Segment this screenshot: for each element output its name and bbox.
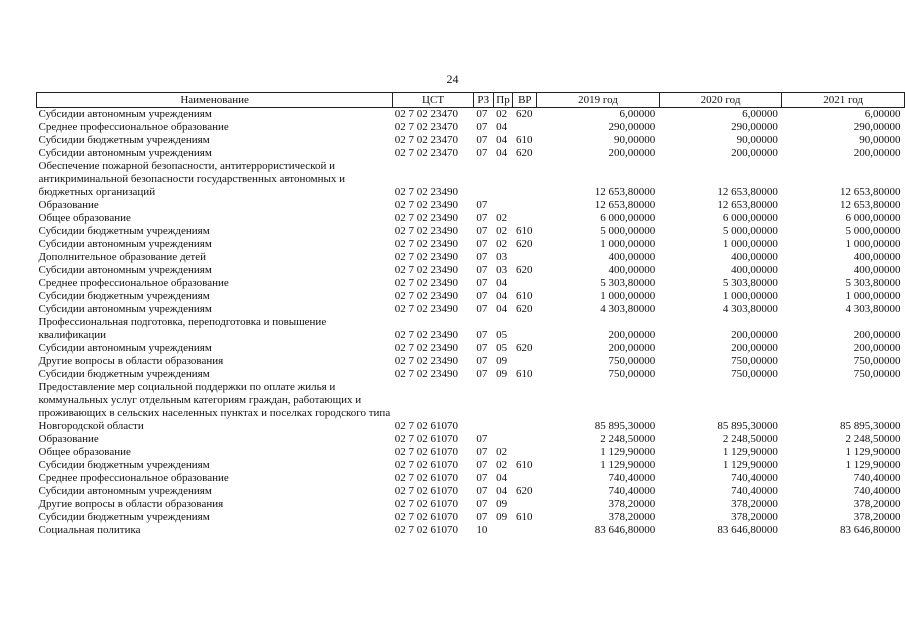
- cell-2021: 90,00000: [859, 134, 901, 146]
- cell-name: Образование: [38, 199, 99, 211]
- cell-2020: 12 653,80000: [717, 186, 778, 198]
- cell-2020: 200,00000: [731, 147, 778, 159]
- cell-name: Субсидии автономным учреждениям: [38, 303, 212, 315]
- cell-2019: 85 895,30000: [594, 420, 656, 432]
- cell-cst: 02 7 02 23490: [394, 303, 458, 315]
- table-row: [37, 381, 905, 433]
- budget-table: [36, 92, 905, 537]
- cell-vr: [513, 277, 537, 290]
- cell-vr: [513, 472, 537, 485]
- table-row: [37, 485, 905, 498]
- cell-2019: 400,00000: [608, 251, 656, 263]
- cell-rz: 07: [476, 277, 488, 289]
- cell-rz: 07: [476, 459, 488, 471]
- cell-2019: 6,00000: [619, 108, 656, 120]
- cell-2019: 5 000,00000: [600, 225, 656, 237]
- cell-2020: 200,00000: [731, 342, 778, 354]
- cell-2019: 750,00000: [608, 368, 656, 380]
- table-row: [37, 212, 905, 225]
- cell-rz: 07: [476, 472, 488, 484]
- cell-rz: 07: [476, 290, 488, 302]
- cell-pr: 05: [496, 329, 508, 341]
- table-row: [37, 251, 905, 264]
- cell-2021: 750,00000: [853, 368, 901, 380]
- cell-name: Субсидии бюджетным учреждениям: [38, 511, 210, 523]
- cell-rz: 07: [476, 251, 488, 263]
- cell-2021: 740,40000: [853, 472, 901, 484]
- cell-2021: 400,00000: [853, 264, 901, 276]
- cell-cst: 02 7 02 23490: [394, 277, 458, 289]
- cell-rz: 07: [476, 355, 488, 367]
- cell-vr: [513, 212, 537, 225]
- cell-rz: 07: [476, 498, 488, 510]
- cell-2021: 378,20000: [853, 498, 901, 510]
- cell-2021: 200,00000: [853, 342, 901, 354]
- cell-vr: 610: [515, 290, 533, 302]
- table-row: [37, 342, 905, 355]
- table-row: [37, 355, 905, 368]
- cell-2019: 90,00000: [614, 134, 656, 146]
- table-row: [37, 121, 905, 134]
- cell-pr: 02: [496, 225, 508, 237]
- cell-name: Среднее профессиональное образование: [38, 121, 229, 133]
- cell-rz: 07: [476, 121, 488, 133]
- cell-2020: 378,20000: [731, 511, 778, 523]
- cell-vr: 620: [515, 485, 533, 497]
- cell-vr: [513, 498, 537, 511]
- table-row: [37, 108, 905, 122]
- cell-2020: 400,00000: [731, 264, 778, 276]
- cell-cst: 02 7 02 23490: [394, 225, 458, 237]
- cell-pr: 04: [496, 134, 508, 146]
- cell-2021: 400,00000: [853, 251, 901, 263]
- cell-cst: 02 7 02 23490: [394, 212, 458, 224]
- cell-pr: 09: [496, 355, 508, 367]
- cell-vr: [513, 446, 537, 459]
- cell-2020: 750,00000: [731, 368, 778, 380]
- cell-2019: 750,00000: [608, 355, 656, 367]
- cell-pr: 02: [496, 459, 508, 471]
- cell-2019: 6 000,00000: [600, 212, 656, 224]
- cell-vr: 620: [515, 264, 533, 276]
- cell-rz: [473, 160, 493, 199]
- cell-cst: 02 7 02 23470: [394, 147, 458, 159]
- cell-2020: 6 000,00000: [722, 212, 778, 224]
- cell-cst: 02 7 02 23490: [394, 251, 458, 263]
- table-row: [37, 199, 905, 212]
- cell-vr: 620: [515, 238, 533, 250]
- cell-vr: 610: [515, 368, 533, 380]
- cell-2020: 1 129,90000: [722, 446, 778, 458]
- cell-name: Субсидии бюджетным учреждениям: [38, 134, 210, 146]
- cell-pr: [493, 381, 513, 433]
- cell-2021: 83 646,80000: [840, 524, 901, 536]
- cell-cst: 02 7 02 61070: [394, 472, 458, 484]
- cell-cst: 02 7 02 23470: [394, 134, 458, 146]
- cell-2021: 200,00000: [853, 147, 901, 159]
- cell-pr: 04: [496, 121, 508, 133]
- cell-2020: 85 895,30000: [717, 420, 778, 432]
- cell-2019: 378,20000: [608, 511, 656, 523]
- cell-name: Образование: [38, 433, 99, 445]
- cell-2020: 378,20000: [731, 498, 778, 510]
- cell-2019: 1 000,00000: [600, 290, 656, 302]
- table-row: [37, 238, 905, 251]
- cell-vr: 620: [515, 342, 533, 354]
- cell-name: Субсидии автономным учреждениям: [38, 485, 212, 497]
- cell-2019: 200,00000: [608, 147, 656, 159]
- cell-cst: 02 7 02 61070: [394, 511, 458, 523]
- table-body: [37, 108, 905, 538]
- header-pr: Пр: [493, 93, 513, 108]
- cell-2020: 290,00000: [731, 121, 778, 133]
- cell-name: Субсидии бюджетным учреждениям: [38, 459, 210, 471]
- cell-rz: 07: [476, 264, 488, 276]
- cell-vr: [513, 199, 537, 212]
- cell-2019: 2 248,50000: [600, 433, 656, 445]
- cell-2020: 740,40000: [731, 472, 778, 484]
- cell-2020: 12 653,80000: [717, 199, 778, 211]
- cell-name: Предоставление мер социальной поддержки по оплате жилья и коммунальных услуг отдельным категориям граждан, работающих и проживающих в сельских населенных пунктах и поселках городского типа Новгородской области: [38, 381, 391, 432]
- cell-2021: 12 653,80000: [840, 186, 901, 198]
- cell-2020: 83 646,80000: [717, 524, 778, 536]
- table-row: [37, 511, 905, 524]
- cell-vr: [513, 524, 537, 537]
- cell-rz: 07: [476, 342, 488, 354]
- cell-pr: 05: [496, 342, 508, 354]
- header-cst: ЦСТ: [393, 93, 474, 108]
- cell-2021: 750,00000: [853, 355, 901, 367]
- cell-2019: 1 129,90000: [600, 459, 656, 471]
- table-row: [37, 225, 905, 238]
- cell-vr: [513, 355, 537, 368]
- table-row: [37, 277, 905, 290]
- cell-2020: 6,00000: [742, 108, 778, 120]
- cell-pr: 02: [496, 446, 508, 458]
- cell-2021: 200,00000: [853, 329, 901, 341]
- cell-pr: [493, 199, 513, 212]
- header-name: Наименование: [37, 93, 393, 108]
- cell-pr: 02: [496, 212, 508, 224]
- cell-name: Субсидии автономным учреждениям: [38, 342, 212, 354]
- cell-name: Субсидии автономным учреждениям: [38, 264, 212, 276]
- cell-2019: 1 000,00000: [600, 238, 656, 250]
- cell-rz: 07: [476, 303, 488, 315]
- cell-pr: 04: [496, 290, 508, 302]
- cell-2019: 378,20000: [608, 498, 656, 510]
- cell-cst: 02 7 02 61070: [394, 524, 458, 536]
- cell-2021: 740,40000: [853, 485, 901, 497]
- cell-pr: 04: [496, 277, 508, 289]
- cell-vr: 620: [515, 108, 533, 120]
- cell-2019: 1 129,90000: [600, 446, 656, 458]
- cell-2020: 2 248,50000: [722, 433, 778, 445]
- cell-cst: 02 7 02 23490: [394, 238, 458, 250]
- cell-cst: 02 7 02 61070: [394, 420, 458, 432]
- cell-pr: 09: [496, 368, 508, 380]
- cell-2020: 1 129,90000: [722, 459, 778, 471]
- cell-vr: [513, 316, 537, 342]
- table-row: [37, 160, 905, 199]
- table-row: [37, 303, 905, 316]
- cell-2020: 4 303,80000: [722, 303, 778, 315]
- cell-pr: [493, 524, 513, 537]
- table-row: [37, 446, 905, 459]
- cell-name: Субсидии бюджетным учреждениям: [38, 290, 210, 302]
- cell-name: Среднее профессиональное образование: [38, 277, 229, 289]
- table-row: [37, 368, 905, 381]
- cell-2021: 85 895,30000: [840, 420, 901, 432]
- cell-2021: 5 000,00000: [845, 225, 901, 237]
- cell-name: Дополнительное образование детей: [38, 251, 207, 263]
- table-row: [37, 459, 905, 472]
- cell-pr: 09: [496, 498, 508, 510]
- table-row: [37, 147, 905, 160]
- cell-2021: 1 129,90000: [845, 459, 901, 471]
- cell-2021: 5 303,80000: [845, 277, 901, 289]
- cell-rz: [473, 381, 493, 433]
- cell-name: Общее образование: [38, 212, 131, 224]
- table-row: [37, 472, 905, 485]
- cell-rz: 07: [476, 147, 488, 159]
- table-header-row: [37, 93, 905, 108]
- cell-cst: 02 7 02 23490: [394, 368, 458, 380]
- cell-name: Социальная политика: [38, 524, 141, 536]
- cell-rz: 07: [476, 199, 488, 211]
- cell-cst: 02 7 02 23490: [394, 355, 458, 367]
- cell-cst: 02 7 02 23490: [394, 329, 458, 341]
- header-vr: ВР: [513, 93, 537, 108]
- cell-2019: 83 646,80000: [594, 524, 656, 536]
- cell-pr: 04: [496, 472, 508, 484]
- cell-vr: [513, 381, 537, 433]
- cell-2021: 1 000,00000: [845, 238, 901, 250]
- header-2019: 2019 год: [537, 93, 660, 108]
- page-number: 24: [446, 72, 459, 86]
- cell-name: Профессиональная подготовка, переподготовка и повышение квалификации: [38, 316, 327, 341]
- cell-2021: 2 248,50000: [845, 433, 901, 445]
- cell-cst: 02 7 02 61070: [394, 498, 458, 510]
- cell-pr: [493, 433, 513, 446]
- cell-cst: 02 7 02 23490: [394, 186, 458, 198]
- cell-rz: 10: [476, 524, 488, 536]
- table-row: [37, 264, 905, 277]
- cell-pr: 02: [496, 108, 508, 120]
- cell-cst: 02 7 02 23470: [394, 108, 458, 120]
- cell-2021: 4 303,80000: [845, 303, 901, 315]
- cell-rz: 07: [476, 134, 488, 146]
- cell-2020: 200,00000: [731, 329, 778, 341]
- cell-2021: 290,00000: [853, 121, 901, 133]
- cell-2019: 200,00000: [608, 342, 656, 354]
- cell-cst: 02 7 02 23470: [394, 121, 458, 133]
- cell-cst: 02 7 02 23490: [394, 342, 458, 354]
- table-row: [37, 433, 905, 446]
- cell-2021: 12 653,80000: [840, 199, 901, 211]
- cell-pr: 09: [496, 511, 508, 523]
- cell-2019: 5 303,80000: [600, 277, 656, 289]
- cell-2021: 6,00000: [864, 108, 901, 120]
- cell-cst: 02 7 02 61070: [394, 485, 458, 497]
- cell-name: Обеспечение пожарной безопасности, антитеррористической и антикриминальной безопасности государственных автономных и бюджетных организаций: [38, 160, 345, 198]
- cell-pr: [493, 160, 513, 199]
- cell-2019: 12 653,80000: [594, 186, 656, 198]
- header-rz: РЗ: [473, 93, 493, 108]
- table-row: [37, 290, 905, 303]
- cell-vr: [513, 160, 537, 199]
- cell-2021: 1 129,90000: [845, 446, 901, 458]
- cell-rz: 07: [476, 238, 488, 250]
- cell-rz: 07: [476, 485, 488, 497]
- cell-cst: 02 7 02 61070: [394, 433, 458, 445]
- cell-2019: 290,00000: [608, 121, 656, 133]
- cell-name: Субсидии автономным учреждениям: [38, 238, 212, 250]
- cell-2020: 5 303,80000: [722, 277, 778, 289]
- cell-cst: 02 7 02 23490: [394, 199, 458, 211]
- cell-2019: 4 303,80000: [600, 303, 656, 315]
- cell-name: Субсидии бюджетным учреждениям: [38, 225, 210, 237]
- cell-cst: 02 7 02 23490: [394, 290, 458, 302]
- cell-2021: 1 000,00000: [845, 290, 901, 302]
- cell-cst: 02 7 02 61070: [394, 459, 458, 471]
- cell-vr: 610: [515, 225, 533, 237]
- cell-name: Общее образование: [38, 446, 131, 458]
- cell-pr: 03: [496, 264, 508, 276]
- cell-2020: 1 000,00000: [722, 238, 778, 250]
- cell-vr: 610: [515, 511, 533, 523]
- cell-2020: 740,40000: [731, 485, 778, 497]
- cell-2020: 5 000,00000: [722, 225, 778, 237]
- cell-cst: 02 7 02 23490: [394, 264, 458, 276]
- cell-rz: 07: [476, 108, 488, 120]
- cell-name: Среднее профессиональное образование: [38, 472, 229, 484]
- cell-pr: 03: [496, 251, 508, 263]
- header-2020: 2020 год: [659, 93, 782, 108]
- cell-name: Другие вопросы в области образования: [38, 355, 224, 367]
- cell-pr: 04: [496, 303, 508, 315]
- cell-rz: 07: [476, 329, 488, 341]
- cell-rz: 07: [476, 225, 488, 237]
- cell-pr: 04: [496, 485, 508, 497]
- table-row: [37, 498, 905, 511]
- cell-2020: 750,00000: [731, 355, 778, 367]
- cell-rz: 07: [476, 511, 488, 523]
- cell-name: Другие вопросы в области образования: [38, 498, 224, 510]
- cell-pr: 02: [496, 238, 508, 250]
- cell-vr: [513, 251, 537, 264]
- cell-2021: 6 000,00000: [845, 212, 901, 224]
- cell-2019: 740,40000: [608, 485, 656, 497]
- cell-rz: 07: [476, 446, 488, 458]
- cell-vr: 620: [515, 147, 533, 159]
- cell-vr: 620: [515, 303, 533, 315]
- cell-cst: 02 7 02 61070: [394, 446, 458, 458]
- table-row: [37, 316, 905, 342]
- cell-2021: 378,20000: [853, 511, 901, 523]
- cell-2019: 200,00000: [608, 329, 656, 341]
- cell-rz: 07: [476, 368, 488, 380]
- cell-vr: [513, 121, 537, 134]
- cell-2020: 90,00000: [736, 134, 778, 146]
- cell-pr: 04: [496, 147, 508, 159]
- cell-name: Субсидии автономным учреждениям: [38, 147, 212, 159]
- cell-2019: 740,40000: [608, 472, 656, 484]
- cell-rz: 07: [476, 212, 488, 224]
- cell-vr: [513, 433, 537, 446]
- cell-vr: 610: [515, 134, 533, 146]
- cell-rz: 07: [476, 433, 488, 445]
- cell-vr: 610: [515, 459, 533, 471]
- cell-2020: 400,00000: [731, 251, 778, 263]
- table-row: [37, 134, 905, 147]
- cell-2019: 400,00000: [608, 264, 656, 276]
- header-2021: 2021 год: [782, 93, 905, 108]
- cell-2019: 12 653,80000: [594, 199, 656, 211]
- cell-2020: 1 000,00000: [722, 290, 778, 302]
- cell-name: Субсидии автономным учреждениям: [38, 108, 212, 120]
- table-row: [37, 524, 905, 537]
- cell-name: Субсидии бюджетным учреждениям: [38, 368, 210, 380]
